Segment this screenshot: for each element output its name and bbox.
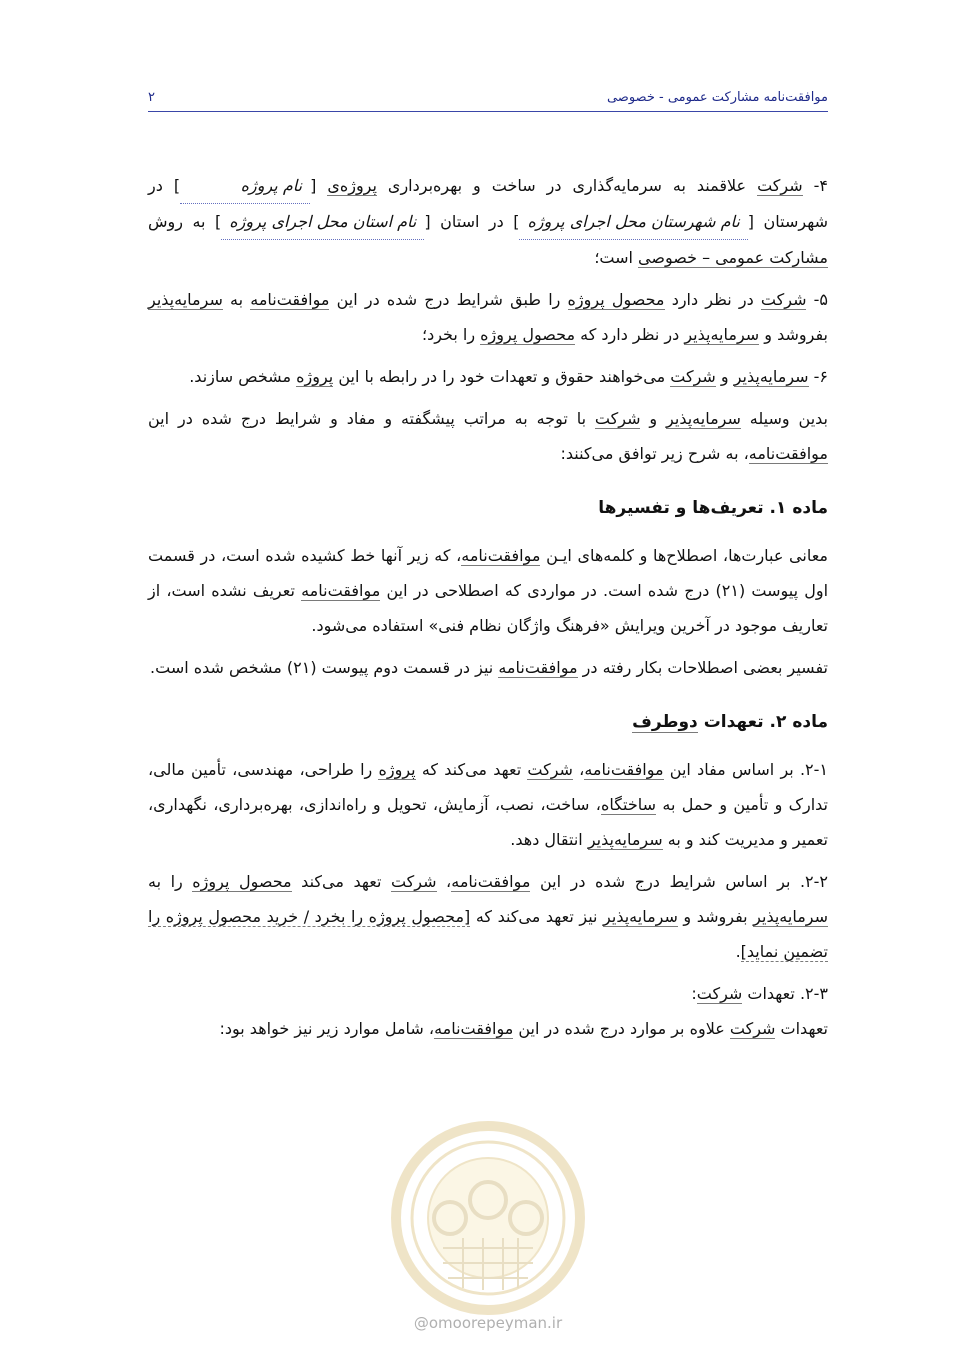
recital-4 xyxy=(148,168,828,275)
header-title: موافقت‌نامه مشارکت عمومی - خصوصی xyxy=(606,90,828,105)
defined-term: سرمایه‌پذیر xyxy=(587,830,663,849)
text: ۴- xyxy=(802,176,829,195)
defined-term: شرکت xyxy=(527,760,573,779)
article-1-heading: ماده ۱. تعریف‌ها و تفسیرها xyxy=(598,498,828,518)
text: علاقمند به سرمایه‌گذاری در ساخت و بهره‌برداری xyxy=(376,176,758,195)
defined-term: سرمایه‌پذیر xyxy=(148,290,223,309)
text: نیز تعهد می‌کند که xyxy=(470,907,604,926)
defined-term: موافقت‌نامه xyxy=(748,444,828,463)
recital-6 xyxy=(148,359,828,394)
text: تعهد می‌کند که xyxy=(415,760,528,779)
clause-2-3-body xyxy=(148,1011,828,1046)
defined-term: موافقت‌نامه xyxy=(498,658,578,677)
article-1-paragraph-1 xyxy=(148,538,828,643)
text: ] در استان [ xyxy=(424,212,520,231)
defined-term: سرمایه‌پذیر xyxy=(603,907,678,926)
defined-term: شرکت xyxy=(390,872,437,891)
defined-term: ساختگاه xyxy=(600,795,657,814)
defined-term: محصول پروژه xyxy=(192,872,292,891)
page-number: ۲ xyxy=(148,90,155,105)
page-header xyxy=(148,84,828,112)
text: می‌خواهند حقوق و تعهدات خود را در رابطه با این xyxy=(333,367,671,386)
text: انتقال دهد. xyxy=(510,830,588,849)
text: در نظر دارد که xyxy=(575,325,685,344)
text: با توجه به مراتب پیشگفته و مفاد و شرایط درج شده در این xyxy=(148,409,595,428)
defined-term: موافقت‌نامه xyxy=(301,581,381,600)
clause-2-2 xyxy=(148,864,828,969)
defined-term: پروژه xyxy=(378,760,416,779)
article-1-paragraph-2 xyxy=(148,650,828,685)
text: بفروشد و xyxy=(759,325,828,344)
defined-term: شرکت xyxy=(729,1019,776,1038)
defined-term: پروژه xyxy=(296,367,334,386)
defined-term: شرکت xyxy=(594,409,641,428)
defined-term: محصول پروژه xyxy=(480,325,576,344)
text: علاوه بر موارد درج شده در این xyxy=(513,1019,730,1038)
seal-logo-icon xyxy=(388,1118,588,1328)
text: ۶- xyxy=(808,367,828,386)
text: در نظر دارد xyxy=(664,290,761,309)
defined-term: شرکت xyxy=(760,290,807,309)
defined-term: سرمایه‌پذیر xyxy=(684,325,760,344)
text: ] در شهرستان [ xyxy=(148,176,828,231)
defined-term: محصول پروژه xyxy=(567,290,665,309)
text: نیز در قسمت دوم پیوست (۲۱) مشخص شده است. xyxy=(150,658,499,677)
text: تعهدات xyxy=(775,1019,828,1038)
article-2-heading xyxy=(148,705,828,740)
text: را طبق شرایط درج شده در این xyxy=(329,290,568,309)
text: ، به شرح زیر توافق می‌کنند: xyxy=(560,444,749,463)
agreement-clause xyxy=(148,401,828,471)
defined-term: دوطرف xyxy=(632,712,698,732)
project-name-placeholder: نام پروژه xyxy=(180,168,310,204)
defined-term: موافقت‌نامه xyxy=(250,290,330,309)
defined-term: پروژه‌ی xyxy=(327,176,377,195)
text: به xyxy=(222,290,251,309)
text: ، ساخت، نصب، آزمایش، تحویل و راه‌اندازی، بهره‌برداری، نگهداری، تعمیر و مدیریت کند و به xyxy=(148,795,828,849)
text: را بخرد؛ xyxy=(421,325,481,344)
text: ماده ۲. تعهدات xyxy=(697,712,828,732)
text: ۵- xyxy=(806,290,829,309)
text: . xyxy=(735,942,741,961)
defined-term: سرمایه‌پذیر xyxy=(733,367,809,386)
text: و xyxy=(715,367,734,386)
text: است؛ xyxy=(594,248,639,267)
province-placeholder: نام استان محل اجرای پروژه xyxy=(221,204,424,240)
text: و xyxy=(640,409,667,428)
text: تعریف نشده است، از تعاریف موجود در آخرین ویرایش «فرهنگ واژگان نظام فنی» استفاده می‌شود. xyxy=(148,581,828,635)
optional-clause: [محصول پروژه را بخرد / خرید محصول پروژه را تضمین نماید] xyxy=(148,907,828,961)
text: را به xyxy=(148,872,193,891)
clause-2-3-heading xyxy=(148,976,828,1011)
clause-2-1 xyxy=(148,752,828,857)
watermark: @omoorepeyman.ir xyxy=(413,1314,563,1332)
text: تفسیر بعضی اصطلاحات بکار رفته در xyxy=(577,658,828,677)
text: ، xyxy=(436,872,452,891)
text: ، xyxy=(572,760,585,779)
text: ] به روش xyxy=(148,212,222,231)
text: را طراحی، مهندسی، تأمین مالی، تدارک و تأمین و حمل به xyxy=(148,760,829,814)
text: معانی عبارت‌ها، اصطلاح‌ها و کلمه‌های ایـن xyxy=(540,546,828,565)
document-body xyxy=(148,168,828,1053)
text: : xyxy=(691,984,697,1003)
defined-term: مشارکت عمومی – خصوصی xyxy=(638,248,828,267)
defined-term: سرمایه‌پذیر xyxy=(753,907,829,926)
text: تعهد می‌کند xyxy=(291,872,391,891)
text: ۲-۱. بر اساس مفاد این xyxy=(663,760,829,779)
text: ۲-۲. بر اساس شرایط درج شده در این xyxy=(530,872,829,891)
text: ، که زیر آنها خط کشیده شده است، در قسمت اول پیوست (۲۱) درج شده است. در مواردی که اصطلاحی در این xyxy=(148,546,829,600)
defined-term: موافقت‌نامه xyxy=(584,760,664,779)
defined-term: موافقت‌نامه xyxy=(461,546,541,565)
defined-term: سرمایه‌پذیر xyxy=(666,409,741,428)
recital-5 xyxy=(148,282,828,352)
defined-term: موافقت‌نامه xyxy=(434,1019,514,1038)
defined-term: موافقت‌نامه xyxy=(451,872,531,891)
text: بفروشد و xyxy=(677,907,754,926)
text: ۲-۳. تعهدات xyxy=(742,984,828,1003)
text: [ xyxy=(310,176,328,195)
defined-term: شرکت xyxy=(757,176,803,195)
text: مشخص سازند. xyxy=(189,367,297,386)
text: ، شامل موارد زیر نیز خواهد بود: xyxy=(219,1019,435,1038)
text: بدین وسیله xyxy=(740,409,829,428)
city-placeholder: نام شهرستان محل اجرای پروژه xyxy=(519,204,747,240)
defined-term: شرکت xyxy=(696,984,743,1003)
defined-term: شرکت xyxy=(670,367,716,386)
